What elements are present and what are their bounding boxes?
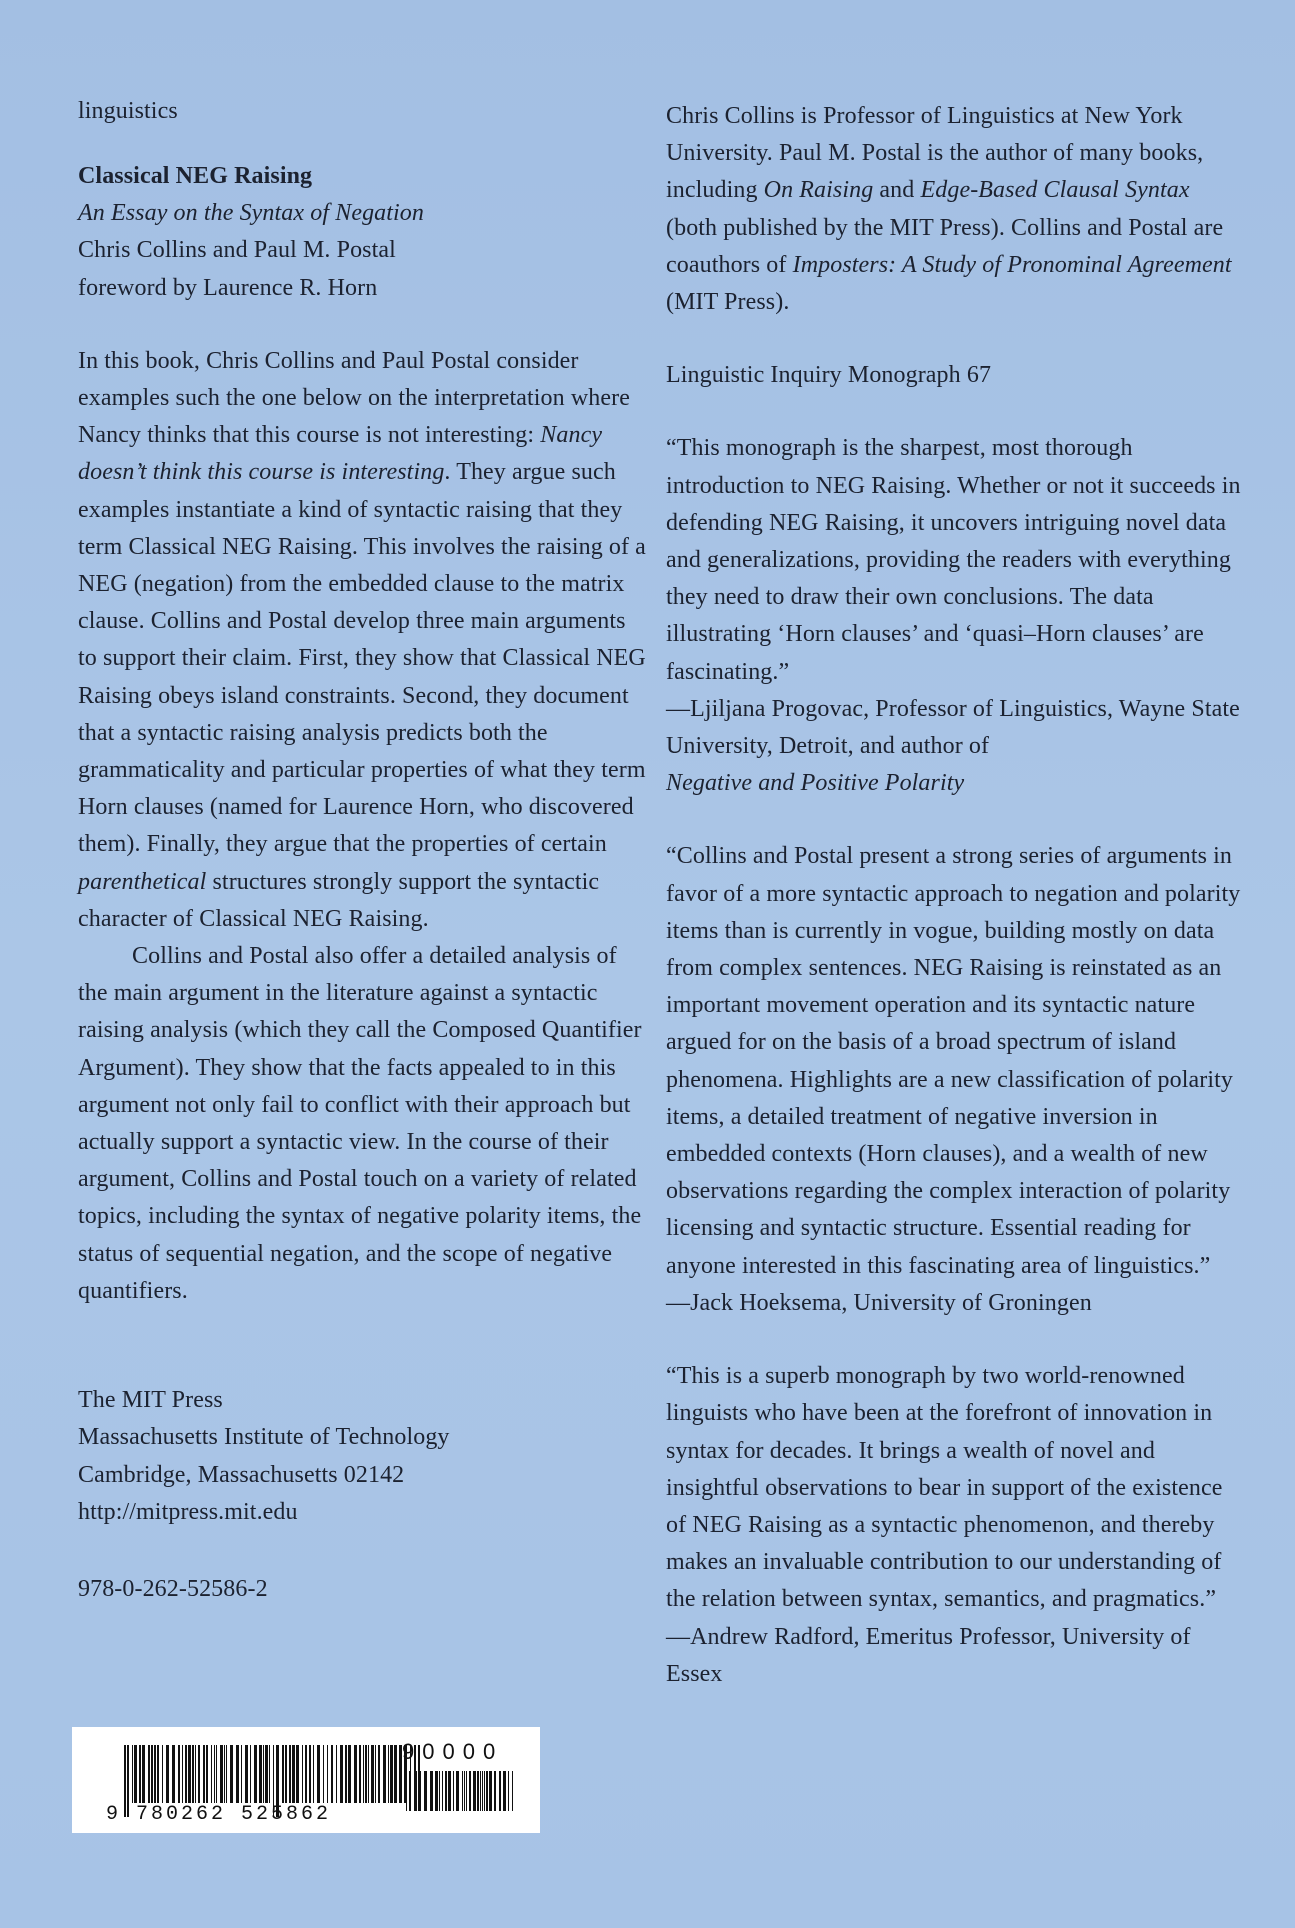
barcode-addon-digits: 90000 (402, 1739, 504, 1764)
title-block (78, 158, 648, 307)
barcode-bar (254, 1745, 257, 1803)
barcode-bar (285, 1745, 287, 1803)
book-subtitle: An Essay on the Syntax of Negation (78, 200, 425, 227)
barcode-bar (480, 1771, 481, 1811)
barcode-bar (216, 1745, 217, 1803)
endorsement-1-quote: “This monograph is the sharpest, most thorough introduction to NEG Raising. Whether or not it succeeds in defending NEG Raising, it uncovers intriguing novel data and generalizations, providing the readers with everything they need to draw their own conclusions. The data illustrating ‘Horn clauses’ and ‘quasi–Horn clauses’ are fascinating.” (666, 435, 1241, 685)
barcode-bar (368, 1745, 369, 1803)
barcode-bar (482, 1771, 483, 1811)
barcode-bar (230, 1745, 233, 1803)
barcode-bar (512, 1771, 513, 1811)
barcode-bar (383, 1745, 386, 1803)
barcode-bar (340, 1745, 343, 1803)
barcode-bar (250, 1745, 251, 1803)
barcode-bar (445, 1771, 447, 1811)
barcode-bar (192, 1745, 194, 1803)
barcode-bar (448, 1771, 451, 1811)
left-column (78, 94, 648, 1608)
barcode-bar (323, 1745, 324, 1803)
barcode-digits: 9 780262 525862 (106, 1803, 332, 1826)
barcode-bar (259, 1745, 262, 1803)
barcode-bar (185, 1745, 187, 1803)
barcode-bar (327, 1745, 328, 1803)
endorsement-3-attribution: —Andrew Radford, Emeritus Professor, University of Essex (666, 1623, 1191, 1687)
endorsement-1 (666, 430, 1246, 802)
barcode-bar (206, 1745, 208, 1803)
barcode-bar (182, 1745, 183, 1803)
barcode-bar (302, 1745, 303, 1803)
endorsement-3 (666, 1358, 1246, 1693)
barcode-bar (211, 1745, 212, 1803)
barcode-bar (388, 1745, 389, 1803)
barcode-bar (214, 1745, 215, 1803)
description (78, 343, 648, 1310)
barcode-bar (241, 1745, 242, 1803)
barcode-bar (442, 1771, 443, 1811)
barcode-bar (371, 1745, 374, 1803)
endorsement-2 (666, 838, 1246, 1322)
barcode-bar (439, 1771, 440, 1811)
term-parenthetical: parenthetical (78, 868, 207, 895)
book-foreword: foreword by Laurence R. Horn (78, 274, 378, 301)
endorsement-2-quote: “Collins and Postal present a strong series of arguments in favor of a more syntactic approach to negation and polarity items than is currently in vogue, building mostly on data from complex sentences. NEG Raising is reinstated as an important movement operation and its syntactic nature argued for on the basis of a broad spectrum of island phenomena. Highlights are a new classification of polarity items, a detailed treatment of negative inversion in embedded contexts (Horn clauses), and a wealth of new observations regarding the complex interaction of polarity licensing and syntactic structure. Essential reading for anyone interested in this fascinating area of linguistics.” (666, 843, 1241, 1279)
barcode-bar (489, 1771, 492, 1811)
barcode-bar (296, 1745, 299, 1803)
barcode-bar (269, 1745, 270, 1803)
barcode-bar (172, 1745, 175, 1803)
publisher-institution: Massachusetts Institute of Technology (78, 1424, 450, 1451)
barcode-bar (198, 1745, 200, 1803)
example-sentence: Nancy doesn’t think this course is interesting (78, 422, 603, 486)
endorsement-3-quote: “This is a superb monograph by two world-renowned linguists who have been at the forefront of innovation in syntax for decades. It brings a wealth of novel and insightful observations to bear in support of the existence of NEG Raising as a syntactic phenomenon, and thereby makes an invaluable contribution to our understanding of the relation between syntax, semantics, and pragmatics.” (666, 1363, 1223, 1613)
barcode-bar (236, 1745, 239, 1803)
barcode-bar (435, 1771, 438, 1811)
barcode-bar (317, 1745, 320, 1803)
description-paragraph-1: In this book, Chris Collins and Paul Postal consider examples such the one below on the interpretation where Nancy thinks that this course is not interesting: Nancy doesn’t think this course is interesting. They argue such examples instantiate a kind of syntactic raising that they term Classical NEG Raising. This involves the raising of a NEG (negation) from the embedded clause to the matrix clause. Collins and Postal develop three main arguments to support their claim. First, they show that Classical NEG Raising obeys island constraints. Second, they document that a syntactic raising analysis predicts both the grammaticality and particular properties of what they term Horn clauses (named for Laurence Horn, who discovered them). Finally, they argue that the properties of certain parenthetical structures strongly support the syntactic character of Classical NEG Raising. (78, 347, 646, 932)
barcode-bar (305, 1745, 307, 1803)
barcode-bar (313, 1745, 314, 1803)
barcode-bar (406, 1771, 407, 1811)
endorsement-2-attribution: —Jack Hoeksema, University of Groningen (666, 1289, 1092, 1316)
barcode-bar (188, 1745, 191, 1803)
barcode-bar (430, 1771, 433, 1811)
isbn: 978-0-262-52586-2 (78, 1575, 268, 1602)
barcode-bar (499, 1771, 501, 1811)
barcode-bar (178, 1745, 180, 1803)
barcode-bar (309, 1745, 311, 1803)
barcode-bar (220, 1745, 223, 1803)
barcode-bar (466, 1771, 467, 1811)
barcode-bar (359, 1745, 361, 1803)
barcode-bar (354, 1745, 357, 1803)
right-column (666, 98, 1246, 1693)
barcode-bar (157, 1745, 159, 1803)
barcode-bar (148, 1745, 150, 1803)
barcode-bar (414, 1771, 417, 1811)
barcode-bar (494, 1771, 496, 1811)
book-imposters: Imposters: A Study of Pronominal Agreement (792, 251, 1232, 278)
barcode-bar (166, 1745, 169, 1803)
barcode-bar (365, 1745, 367, 1803)
barcode-bar (151, 1745, 153, 1803)
barcode-bar (503, 1771, 506, 1811)
endorsement-1-attribution: —Ljiljana Progovac, Professor of Linguistics, Wayne State University, Detroit, and author of Negative and Positive Polarity (666, 695, 1240, 797)
barcode-bar (292, 1745, 295, 1803)
barcode-bar (336, 1745, 337, 1803)
barcode-bar (345, 1745, 347, 1803)
barcode-bar (394, 1745, 397, 1803)
barcode-bar (375, 1745, 376, 1803)
barcode-bar (195, 1745, 196, 1803)
book-authors: Chris Collins and Paul M. Postal (78, 237, 396, 264)
barcode-bar (224, 1745, 225, 1803)
barcode (72, 1727, 540, 1833)
book-title: Classical NEG Raising (78, 163, 313, 189)
barcode-bar (469, 1771, 471, 1811)
barcode-bar (486, 1771, 488, 1811)
barcode-bar (462, 1771, 463, 1811)
barcode-bar (203, 1745, 205, 1803)
barcode-addon-bars (406, 1771, 516, 1811)
barcode-bar (464, 1771, 465, 1811)
publisher-block (78, 1382, 648, 1531)
barcode-bar (289, 1745, 291, 1803)
barcode-bar (378, 1745, 380, 1803)
barcode-bar (390, 1745, 393, 1803)
barcode-bar (363, 1745, 364, 1803)
book-negative-positive-polarity: Negative and Positive Polarity (666, 770, 965, 797)
barcode-bar (162, 1745, 163, 1803)
barcode-bar (424, 1771, 427, 1811)
barcode-bar (331, 1745, 333, 1803)
barcode-bar (134, 1745, 137, 1803)
barcode-bar (456, 1771, 459, 1811)
barcode-bar (484, 1771, 485, 1811)
book-on-raising: On Raising (763, 177, 874, 204)
barcode-bar (132, 1745, 133, 1803)
barcode-bar (477, 1771, 479, 1811)
publisher-name: The MIT Press (78, 1387, 223, 1414)
barcode-bar (245, 1745, 248, 1803)
author-bio: Chris Collins is Professor of Linguistics at New York University. Paul M. Postal is the author of many books, including On Raising and Edge-Based Clausal Syntax (both published by the MIT Press). Collins and Postal are coauthors of Imposters: A Study of Pronominal Agreement (MIT Press). (666, 103, 1232, 316)
barcode-bar (348, 1745, 351, 1803)
publisher-url[interactable]: http://mitpress.mit.edu (78, 1498, 298, 1525)
barcode-bar (154, 1745, 156, 1803)
series-name: Linguistic Inquiry Monograph 67 (666, 362, 992, 389)
barcode-bar (263, 1745, 264, 1803)
barcode-bar (142, 1745, 145, 1803)
barcode-bar (282, 1745, 284, 1803)
barcode-bar (473, 1771, 476, 1811)
publisher-address: Cambridge, Massachusetts 02142 (78, 1461, 405, 1488)
barcode-bar (265, 1745, 268, 1803)
barcode-bar (409, 1771, 411, 1811)
barcode-bar (453, 1771, 454, 1811)
description-paragraph-2: Collins and Postal also offer a detailed analysis of the main argument in the literature against a syntactic raising analysis (which they call the Composed Quantifier Argument). They show that the facts appealed to in this argument not only fail to conflict with their approach but actually support a syntactic view. In the course of their argument, Collins and Postal touch on a variety of related topics, including the syntax of negative polarity items, the status of sequential negation, and the scope of negative quantifiers. (78, 943, 642, 1304)
subject-category: linguistics (78, 98, 178, 124)
barcode-bar (139, 1745, 141, 1803)
barcode-bar (508, 1771, 509, 1811)
barcode-bar (226, 1745, 227, 1803)
barcode-bar (418, 1771, 421, 1811)
book-edge-based: Edge-Based Clausal Syntax (920, 177, 1190, 204)
